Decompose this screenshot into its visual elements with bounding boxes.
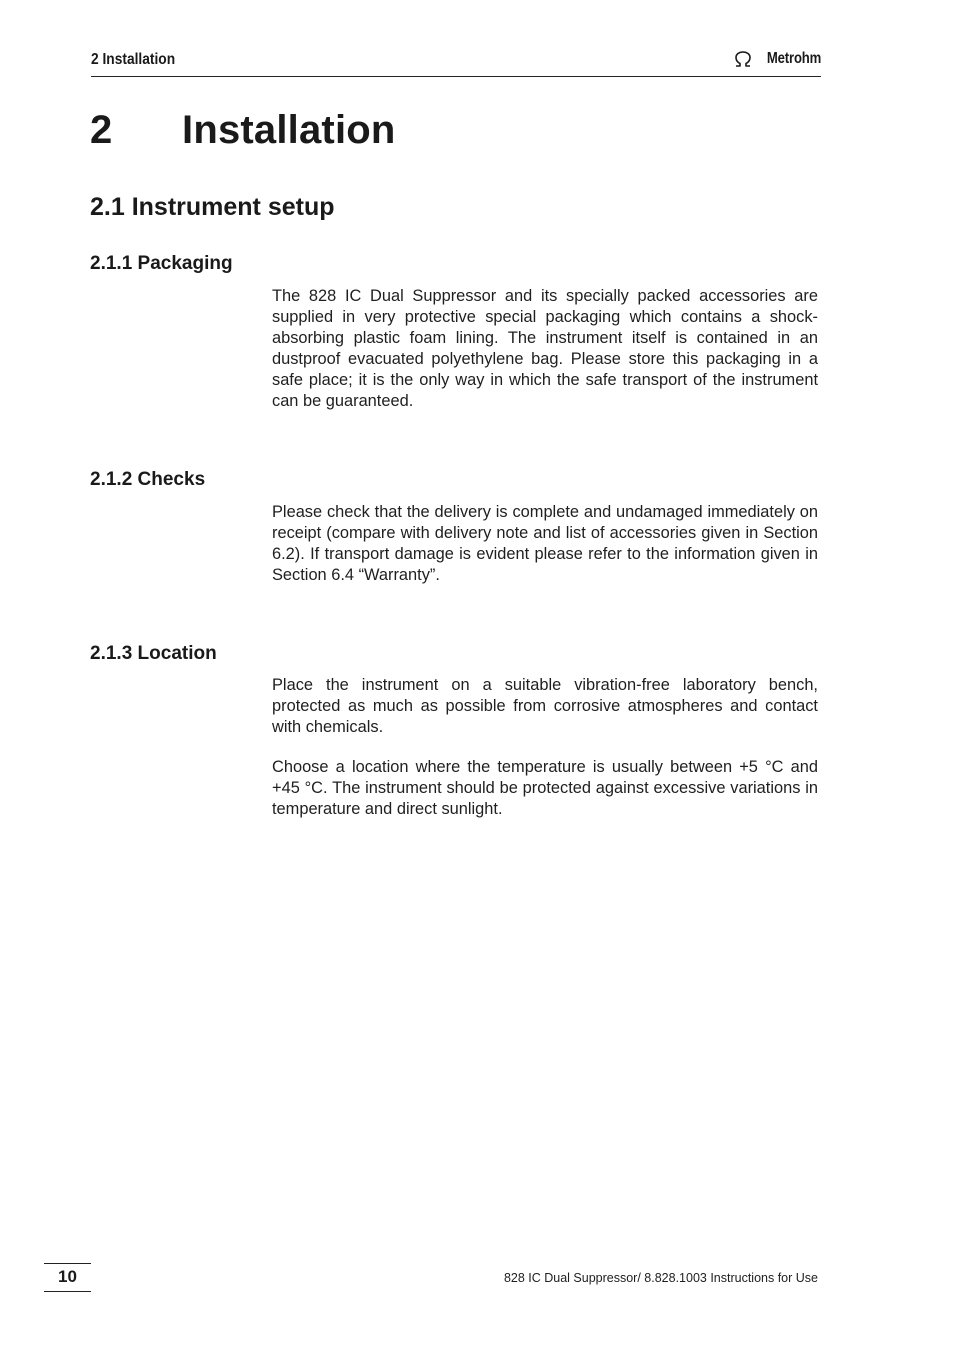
location-paragraph-2: Choose a location where the temperature is usually between +5 °C and +45 °C. The instrument should be protected against excessive variations in temperature and direct sunlight. xyxy=(272,758,818,818)
running-header xyxy=(91,50,821,77)
logo-text: Metrohm xyxy=(766,50,821,67)
footer-document-title: 828 IC Dual Suppressor/ 8.828.1003 Instructions for Use xyxy=(503,1271,818,1285)
checks-paragraph: Please check that the delivery is complete and undamaged immediately on receipt (compare with delivery note and list of accessories given in Section 6.2). If transport damage is evident please refer to the information given in Section 6.4 “Warranty”. xyxy=(272,503,818,584)
running-title: 2 Installation xyxy=(91,51,176,68)
metrohm-logo xyxy=(733,50,821,68)
omega-logo-icon xyxy=(733,51,753,67)
subsection-title-checks: 2.1.2 Checks xyxy=(90,469,206,490)
packaging-paragraph: The 828 IC Dual Suppressor and its specially packed accessories are supplied in very protective special packaging which contains a shock-absorbing plastic foam lining. The instrument itself is contained in an dustproof evacuated polyethylene bag. Please store this packaging in a safe place; it is the only way in which the safe transport of the instrument can be guaranteed. xyxy=(272,287,818,410)
subsection-title-location: 2.1.3 Location xyxy=(90,643,217,664)
subsection-title-packaging: 2.1.1 Packaging xyxy=(90,253,233,274)
location-paragraph-1: Place the instrument on a suitable vibration-free laboratory bench, protected as much as possible from corrosive atmospheres and contact with chemicals. xyxy=(272,676,818,736)
chapter-number: 2 xyxy=(90,108,113,152)
section-title: 2.1 Instrument setup xyxy=(90,193,335,221)
chapter-title xyxy=(90,108,396,153)
page-number: 10 xyxy=(44,1263,91,1292)
chapter-name: Installation xyxy=(182,108,396,152)
